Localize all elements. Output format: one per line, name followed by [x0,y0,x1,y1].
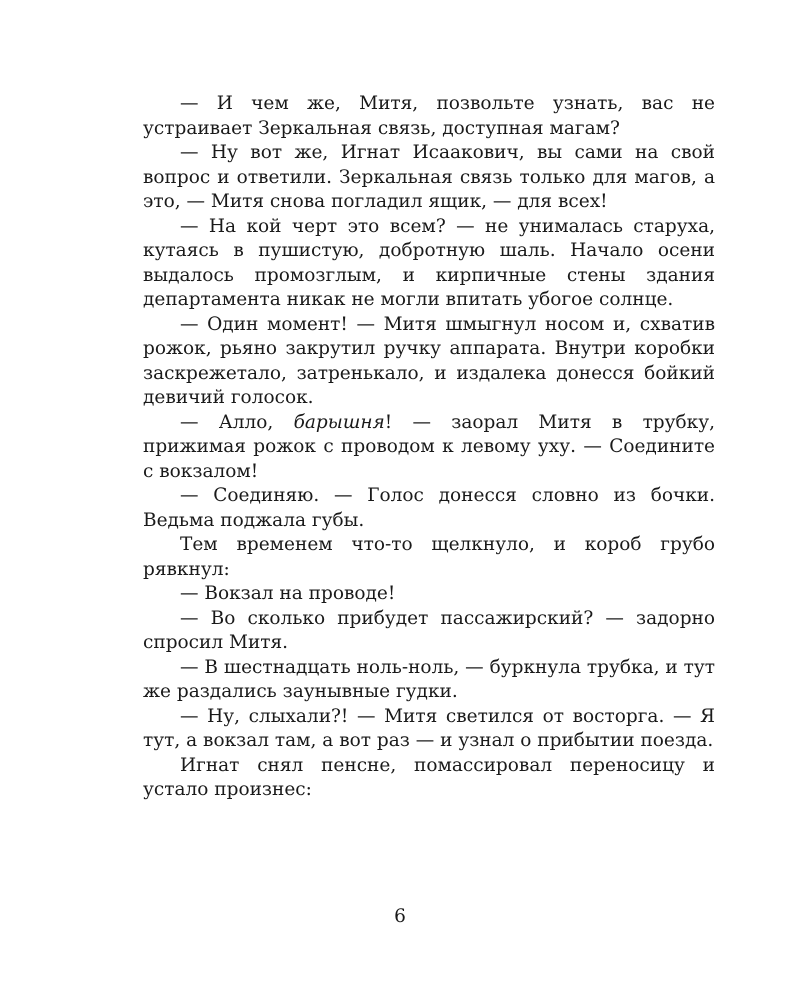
paragraph [143,705,715,754]
paragraph-text: ! — заорал Митя в трубку, прижимая рожок с проводом к левому уху. — Соедините с вокзалом! [143,411,716,482]
paragraph [143,754,715,803]
body-text [143,92,715,803]
paragraph-text: — Соединяю. — Голос донесся словно из бочки. Ведьма поджала губы. [143,485,715,531]
paragraph [143,92,715,141]
paragraph-text: — Алло, [180,411,294,433]
paragraph-text: — В шестнадцать ноль-ноль, — буркнула трубка, и тут же раздались заунывные гудки. [143,656,715,702]
paragraph-text: — На кой черт это всем? — не унималась старуха, кутаясь в пушистую, добротную шаль. Начало осени выдалось промозглым, и кирпичные стены здания департамента никак не могли впитать убогое солнце. [143,215,715,310]
paragraph [143,582,715,607]
paragraph-text: — Ну вот же, Игнат Исаакович, вы сами на свой вопрос и ответили. Зеркальная связь только для магов, а это, — Митя снова погладил ящик, — для всех! [143,142,715,212]
paragraph-text: Тем временем что-то щелкнуло, и короб грубо рявкнул: [143,534,715,580]
paragraph [143,215,715,313]
italic-text: барышня [293,411,385,433]
paragraph [143,313,715,411]
paragraph-text: — Один момент! — Митя шмыгнул носом и, схватив рожок, рьяно закрутил ручку аппарата. Внутри коробки заскрежетало, затренькало, и издалека донесся бойкий девичий голосок. [143,313,715,408]
paragraph [143,484,715,533]
paragraph-text: — Ну, слыхали?! — Митя светился от восторга. — Я тут, а вокзал там, а вот раз — и узнал о прибытии поезда. [143,705,715,751]
paragraph [143,141,715,215]
paragraph-text: — Во сколько прибудет пассажирский? — задорно спросил Митя. [143,607,715,653]
paragraph [143,411,715,485]
paragraph-text: — И чем же, Митя, позвольте узнать, вас не устраивает Зеркальная связь, доступная магам? [143,93,715,139]
paragraph-text: — Вокзал на проводе! [180,583,396,604]
paragraph [143,656,715,705]
paragraph [143,533,715,582]
page-number: 6 [394,906,406,927]
paragraph [143,607,715,656]
paragraph-text: Игнат снял пенсне, помассировал переносицу и устало произнес: [143,754,715,800]
